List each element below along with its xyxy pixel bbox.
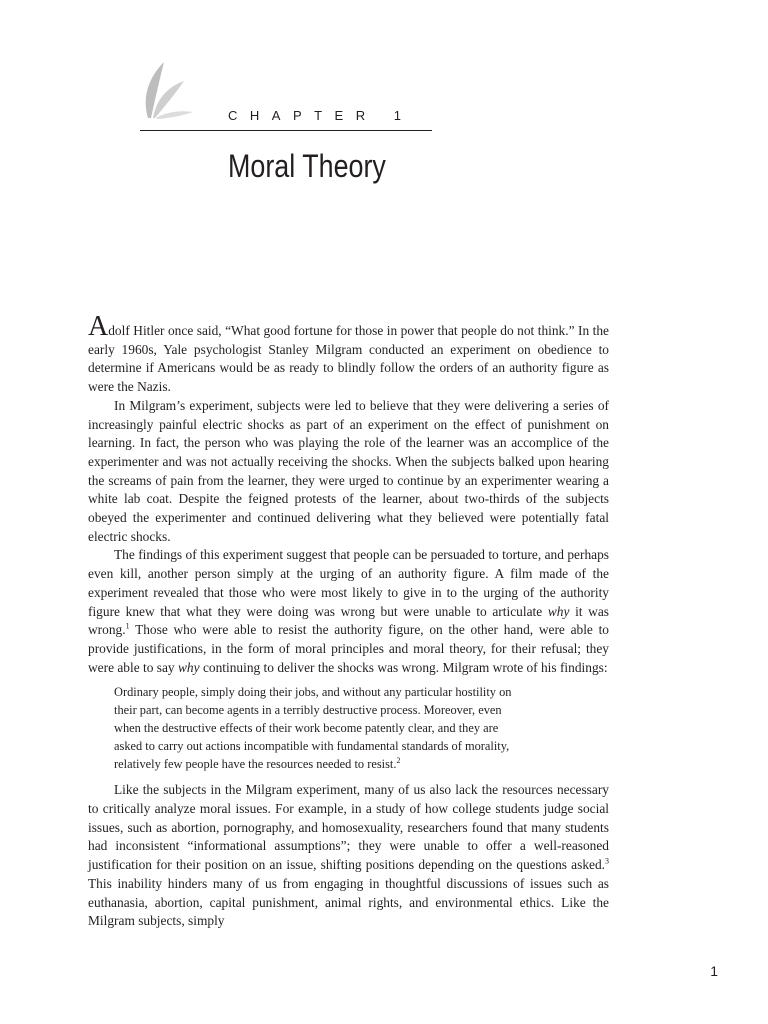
paragraph-3-text-d: continuing to deliver the shocks was wrong. Milgram wrote of his findings: xyxy=(202,659,608,675)
page-number: 1 xyxy=(710,963,718,979)
paragraph-2: In Milgram’s experiment, subjects were led to believe that they were delivering a series of increasingly painful electric shocks as part of an experiment on the effect of punishment on learning. In fact, the person who was playing the role of the learner was an accomplice of the experimenter and was not actually receiving the shocks. When the subjects balked upon hearing the screams of pain from the learner, they were urged to continue by an experimenter wearing a white lab coat. Despite the feigned protests of the learner, about two-thirds of the subjects obeyed the experimenter and continued delivering what they believed were potentially fatal electric shocks. xyxy=(88,397,609,544)
paragraph-3-text-c: Those who were able to resist the authority figure, on the other hand, were able to provide justifications, in the form of moral principles and moral theory, for their refusal; they were able to say xyxy=(88,622,609,675)
paragraph-3 xyxy=(88,546,609,677)
leaf-flourish-icon xyxy=(138,54,198,120)
quote-line: asked to carry out actions incompatible with fundamental standards of morality, xyxy=(114,738,510,753)
paragraph-3-text-b: it was wrong. xyxy=(88,603,609,638)
quote-line: Ordinary people, simply doing their jobs, and without any particular hostility on xyxy=(114,685,512,700)
emphasis-why-1: why xyxy=(547,603,570,619)
footnote-ref-2: 2 xyxy=(396,755,401,765)
paragraph-3-text-a: The findings of this experiment suggest that people can be persuaded to torture, and perhaps even kill, another person simply at the urging of an authority figure. A film made of the experiment revealed that those who were most likely to give in to the urging of the authority figure knew that what they were doing was wrong but were unable to articulate xyxy=(88,547,609,619)
drop-cap: A xyxy=(88,311,109,342)
chapter-rule xyxy=(140,130,432,131)
paragraph-4 xyxy=(88,781,609,931)
chapter-title: Moral Theory xyxy=(228,148,386,184)
paragraph-4-text-b: This inability hinders many of us from engaging in thoughtful discussions of issues such as euthanasia, abortion, capital punishment, animal rights, and environmental ethics. Like the Milgram subjects, simply xyxy=(88,875,609,929)
emphasis-why-2: why xyxy=(178,659,200,675)
paragraph-4-text-a: Like the subjects in the Milgram experiment, many of us also lack the resources necessary to critically analyze moral issues. For example, in a study of how college students judge social issues, such as abortion, pornography, and homosexuality, researchers found that many students had inconsistent “informational assumptions”; they were unable to offer a well-reasoned justification for their position on an issue, shifting positions depending on the questions asked. xyxy=(88,782,609,873)
paragraph-1 xyxy=(88,311,609,397)
quote-line: their part, can become agents in a terribly destructive process. Moreover, even xyxy=(114,703,502,718)
footnote-ref-3: 3 xyxy=(605,856,609,866)
paragraph-1-text: dolf Hitler once said, “What good fortune for those in power that people do not think.” In the early 1960s, Yale psychologist Stanley Milgram conducted an experiment on obedience to determine if Americans would be as ready to blindly follow the orders of an authority figure as were the Nazis. xyxy=(88,323,609,395)
quote-line: when the destructive effects of their work become patently clear, and they are xyxy=(114,720,499,735)
body-text xyxy=(88,311,609,931)
footnote-ref-1: 1 xyxy=(125,621,130,631)
block-quote xyxy=(114,684,582,773)
quote-line: relatively few people have the resources needed to resist. xyxy=(114,756,397,771)
chapter-label: CHAPTER 1 xyxy=(228,108,414,123)
